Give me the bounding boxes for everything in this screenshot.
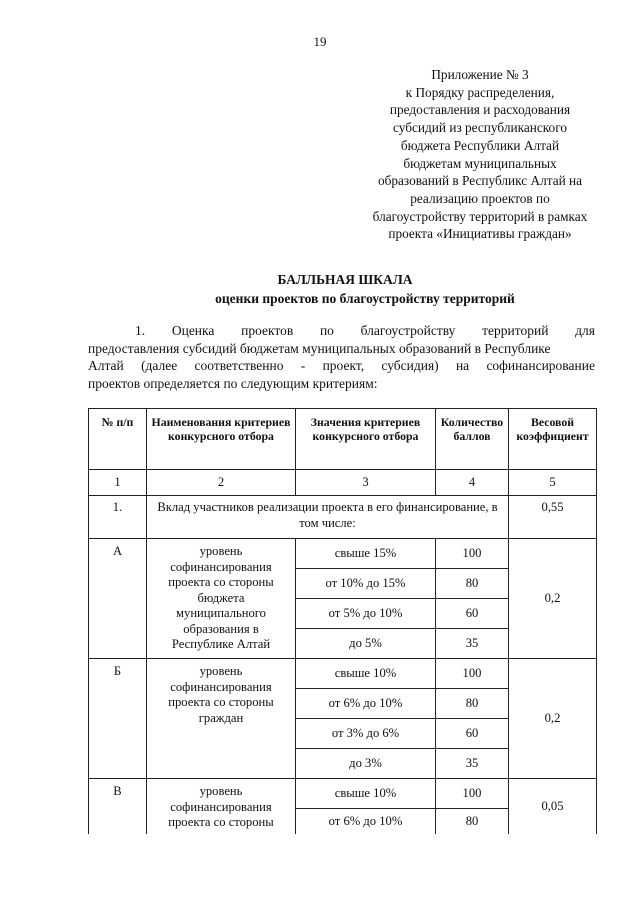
criterion-value: от 10% до 15% [296,569,436,599]
criterion-points: 35 [436,629,509,659]
criterion-value: свыше 15% [296,539,436,569]
criterion-name: уровень софинансирования проекта со стороны [147,779,296,835]
appendix-line: предоставления и расходования [389,102,571,118]
header-cell: Количество баллов [436,409,509,470]
intro-text: предоставления субсидий бюджетам муниципальных образований в Республике [88,340,551,356]
intro-word: Оценка [171,323,215,338]
criterion-value: от 6% до 10% [296,809,436,835]
criterion-value: от 5% до 10% [296,599,436,629]
criterion-points: 80 [436,569,509,599]
criterion-weight: 0,2 [509,659,597,779]
criterion-points: 35 [436,749,509,779]
intro-line-3 [88,357,595,375]
criterion-points: 80 [436,689,509,719]
intro-word: на [455,358,470,374]
section-text: Вклад участников реализации проекта в его финансирование, в том числе: [147,496,509,539]
title-line-1: БАЛЛЬНАЯ ШКАЛА [277,272,413,287]
criterion-points: 80 [436,809,509,835]
section-number: 1. [89,496,147,539]
document-title [0,270,640,308]
criterion-value: свыше 10% [296,779,436,809]
criterion-points: 100 [436,779,509,809]
section-weight: 0,55 [509,496,597,539]
appendix-line: благоустройству территорий в рамках [372,208,588,224]
appendix-line: бюджета Республики Алтай [400,137,560,153]
intro-word: для [575,323,595,338]
column-number-row [89,470,597,496]
group-code: А [89,539,147,659]
header-cell: Значения критериев конкурсного отбора [296,409,436,470]
table-row [89,539,597,569]
appendix-line: реализацию проектов по [410,190,550,206]
intro-word: софинансирование [486,358,595,374]
intro-word: соответственно [194,358,284,374]
criterion-points: 60 [436,719,509,749]
appendix-line: образований в Республикс Алтай на [377,173,583,189]
criterion-weight: 0,05 [509,779,597,835]
criterion-points: 60 [436,599,509,629]
intro-line-4: проектов определяется по следующим критериям: [88,375,378,391]
intro-paragraph [88,322,595,392]
column-number: 5 [509,470,597,496]
appendix-line: субсидий из республиканского [393,120,567,136]
criterion-value: свыше 10% [296,659,436,689]
column-number: 4 [436,470,509,496]
appendix-line: Приложение № 3 [431,67,529,82]
group-code: Б [89,659,147,779]
table-header-row [89,409,597,470]
column-number: 3 [296,470,436,496]
section-row [89,496,597,539]
criterion-value: от 6% до 10% [296,689,436,719]
criterion-points: 100 [436,659,509,689]
criterion-name: уровень софинансирования проекта со стороны граждан [147,659,296,779]
criteria-table [88,408,597,834]
intro-word: по [319,323,334,338]
criterion-value: от 3% до 6% [296,719,436,749]
group-code: В [89,779,147,835]
criterion-points: 100 [436,539,509,569]
appendix-line: проекта «Инициативы граждан» [388,226,572,242]
intro-word: (далее [141,358,178,374]
intro-word: территорий [482,323,549,338]
intro-word: проект, [322,358,365,374]
appendix-block [330,66,630,243]
intro-word: субсидия) [381,358,439,374]
intro-word: благоустройству [360,323,456,338]
intro-word: Алтай [88,358,124,374]
criterion-weight: 0,2 [509,539,597,659]
page-number: 19 [313,34,327,49]
criterion-value: до 3% [296,749,436,779]
column-number: 1 [89,470,147,496]
title-line-2: оценки проектов по благоустройству территорий [215,291,515,306]
intro-line-2 [88,340,595,358]
intro-word: 1. [135,323,146,338]
criterion-name: уровень софинансирования проекта со стороны бюджета муниципального образования в Республике Алтай [147,539,296,659]
intro-word: - [300,358,306,374]
criterion-value: до 5% [296,629,436,659]
appendix-line: к Порядку распределения, [405,84,555,100]
header-cell: Весовой коэффициент [509,409,597,470]
column-number: 2 [147,470,296,496]
header-cell: Наименования критериев конкурсного отбора [147,409,296,470]
intro-word: проектов [241,323,294,338]
table-row [89,659,597,689]
header-cell: № п/п [89,409,147,470]
table-row [89,779,597,809]
appendix-line: бюджетам муниципальных [403,155,557,171]
intro-line-1 [88,322,595,340]
